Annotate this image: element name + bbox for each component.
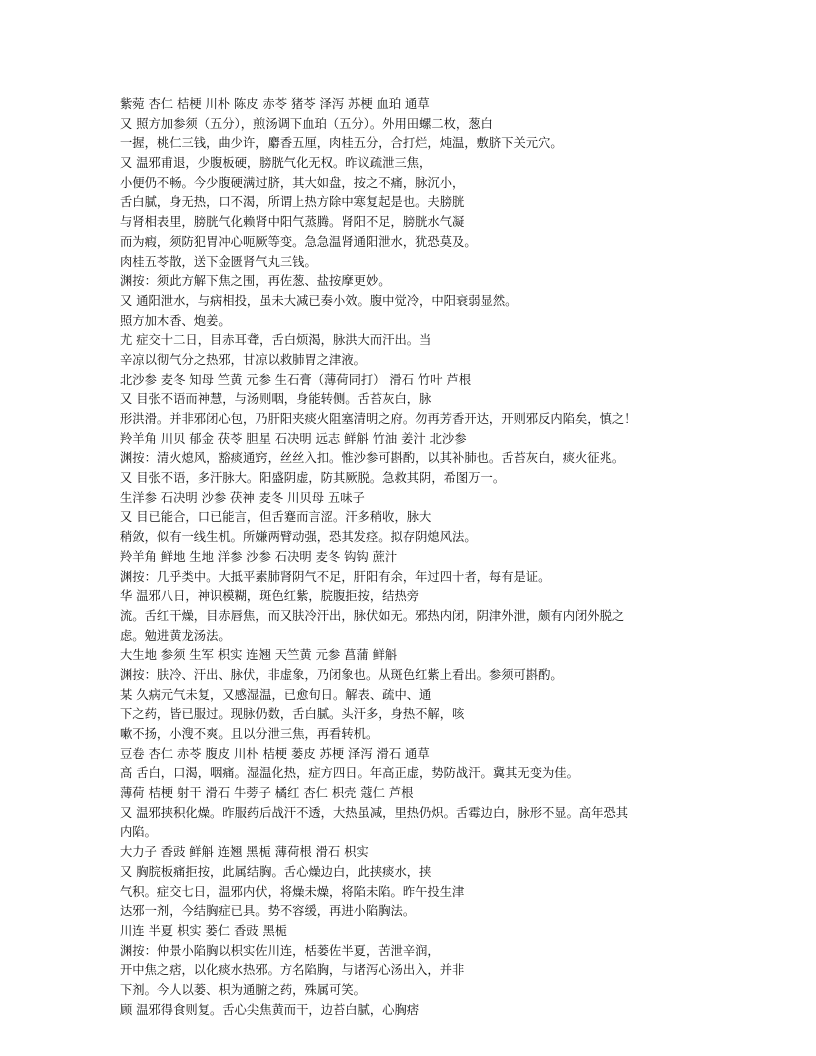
text-line: 高 舌白，口渴，咽痛。湿温化热，症方四日。年高正虚，势防战汗。冀其无变为佳。 <box>120 766 579 781</box>
text-line: 舌白腻，身无热，口不渴，所谓上热方除中寒复起是也。夫膀胱 <box>120 195 465 210</box>
text-line: 渊按：仲景小陷胸以枳实佐川连，栝蒌佐半夏，苦泄辛润， <box>120 943 440 958</box>
text-line: 流。舌红干燥，目赤唇焦，而又肤冷汗出，脉伏如无。邪热内闭，阴津外泄，颇有内闭外脱之 <box>120 608 625 623</box>
text-line: 下之药，皆已服过。现脉仍数，舌白腻。头汗多，身热不解，咳 <box>120 707 465 722</box>
text-line: 华 温邪八日，神识模糊，斑色红紫，脘腹拒按，结热旁 <box>120 589 420 604</box>
document-page <box>120 95 700 1020</box>
text-line: 照方加木香、炮姜。 <box>120 313 231 328</box>
text-line: 辛凉以彻气分之热邪，甘凉以救肺胃之津液。 <box>120 352 366 367</box>
text-line: 顾 温邪得食则复。舌心尖焦黄而干，边苔白腻，心胸痞 <box>120 1002 420 1017</box>
text-line: 渊按：须此方解下焦之围，再佐葱、盐按摩更妙。 <box>120 274 391 289</box>
text-line: 又 温邪甫退，少腹板硬，膀胱气化无权。昨议疏泄三焦， <box>120 156 432 171</box>
text-line: 肉桂五苓散，送下金匮肾气丸三钱。 <box>120 254 317 269</box>
text-line: 又 通阳泄水，与病相投，虽未大减已奏小效。腹中觉冷，中阳衰弱显然。 <box>120 293 518 308</box>
text-line: 薄荷 桔梗 射干 滑石 牛蒡子 橘红 杏仁 枳壳 蔻仁 芦根 <box>120 786 414 801</box>
text-line: 北沙参 麦冬 知母 竺黄 元参 生石膏（薄荷同打） 滑石 竹叶 芦根 <box>120 372 471 387</box>
text-line: 内陷。 <box>120 825 157 840</box>
text-line: 开中焦之痞，以化痰水热邪。方名陷胸，与诸泻心汤出入，并非 <box>120 963 465 978</box>
text-line: 又 温邪挟积化燥。昨服药后战汗不透，大热虽减，里热仍炽。舌霉边白，脉形不显。高年恐其 <box>120 805 629 820</box>
text-line: 渊按：肤冷、汗出、脉伏，非虚象，乃闭象也。从斑色红紫上看出。参须可斟酌。 <box>120 667 563 682</box>
text-line: 又 目张不语而神慧，与汤则咽，身能转侧。舌苔灰白，脉 <box>120 392 432 407</box>
text-line: 大力子 香豉 鲜斛 连翘 黑栀 薄荷根 滑石 枳实 <box>120 845 369 860</box>
text-line: 羚羊角 川贝 郁金 茯苓 胆星 石决明 远志 鲜斛 竹油 姜汁 北沙参 <box>120 431 467 446</box>
text-line: 川连 半夏 枳实 蒌仁 香豉 黑栀 <box>120 923 288 938</box>
text-line: 某 久病元气未复，又感湿温，已愈旬日。解表、疏中、通 <box>120 687 432 702</box>
text-line: 大生地 参须 生军 枳实 连翘 天竺黄 元参 菖蒲 鲜斛 <box>120 648 398 663</box>
text-line: 与肾相表里，膀胱气化赖肾中阳气蒸腾。肾阳不足，膀胱水气凝 <box>120 215 465 230</box>
text-line: 形洪滑。并非邪闭心包，乃肝阳夹痰火阻塞清明之府。勿再芳香开达，开则邪反内陷矣，慎之！ <box>120 412 637 426</box>
text-line: 生洋参 石决明 沙参 茯神 麦冬 川贝母 五味子 <box>120 490 365 505</box>
text-line: 尤 症交十二日，目赤耳聋，舌白烦渴，脉洪大而汗出。当 <box>120 333 432 348</box>
text-line: 虑。勉进黄龙汤法。 <box>120 628 231 643</box>
text-line: 又 照方加参须（五分），煎汤调下血珀（五分）。外用田螺二枚，葱白 <box>120 116 493 131</box>
text-line: 豆卷 杏仁 赤苓 腹皮 川朴 桔梗 蒌皮 苏梗 泽泻 滑石 通草 <box>120 746 430 761</box>
text-line: 紫菀 杏仁 桔梗 川朴 陈皮 赤苓 猪苓 泽泻 苏梗 血珀 通草 <box>120 97 430 111</box>
text-line: 气积。症交七日，温邪内伏，将燥未燥，将陷未陷。昨午投生津 <box>120 884 465 899</box>
text-line: 渊按：几乎类中。大抵平素肺肾阴气不足，肝阳有余，年过四十者，每有是证。 <box>120 569 551 584</box>
text-line: 嗽不扬，小溲不爽。且以分泄三焦，再看转机。 <box>120 727 379 741</box>
text-line: 达邪一剂，今结胸症已具。势不容缓，再进小陷胸法。 <box>120 904 416 919</box>
text-line: 又 胸脘板痛拒按，此属结胸。舌心燥边白，此挟痰水，挟 <box>120 864 432 879</box>
text-line: 羚羊角 鲜地 生地 洋参 沙参 石决明 麦冬 钩钩 蔗汁 <box>120 549 398 564</box>
text-line: 稍敛，似有一线生机。所嫌两臂动强，恐其发痉。拟存阴熄风法。 <box>120 530 477 545</box>
text-line: 小便仍不畅。今少腹硬满过脐，其大如盘，按之不痛，脉沉小， <box>120 175 465 190</box>
text-line: 而为瘕，须防犯胃冲心呃厥等变。急急温肾通阳泄水，犹恐莫及。 <box>120 234 477 249</box>
text-line: 又 目张不语，多汗脉大。阳盛阴虚，防其厥脱。急救其阴，希图万一。 <box>120 471 506 486</box>
text-line: 渊按：清火熄风，豁痰通窍，丝丝入扣。惟沙参可斟酌，以其补肺也。舌苔灰白，痰火征兆。 <box>120 451 625 466</box>
text-line: 一握，桃仁三钱，曲少许，麝香五厘，肉桂五分，合打烂，炖温，敷脐下关元穴。 <box>120 136 563 151</box>
text-line: 下剂。今人以蒌、枳为通腑之药，殊属可笑。 <box>120 982 366 997</box>
text-line: 又 目已能合，口已能言，但舌蹇而言涩。汗多稍收，脉大 <box>120 510 432 525</box>
